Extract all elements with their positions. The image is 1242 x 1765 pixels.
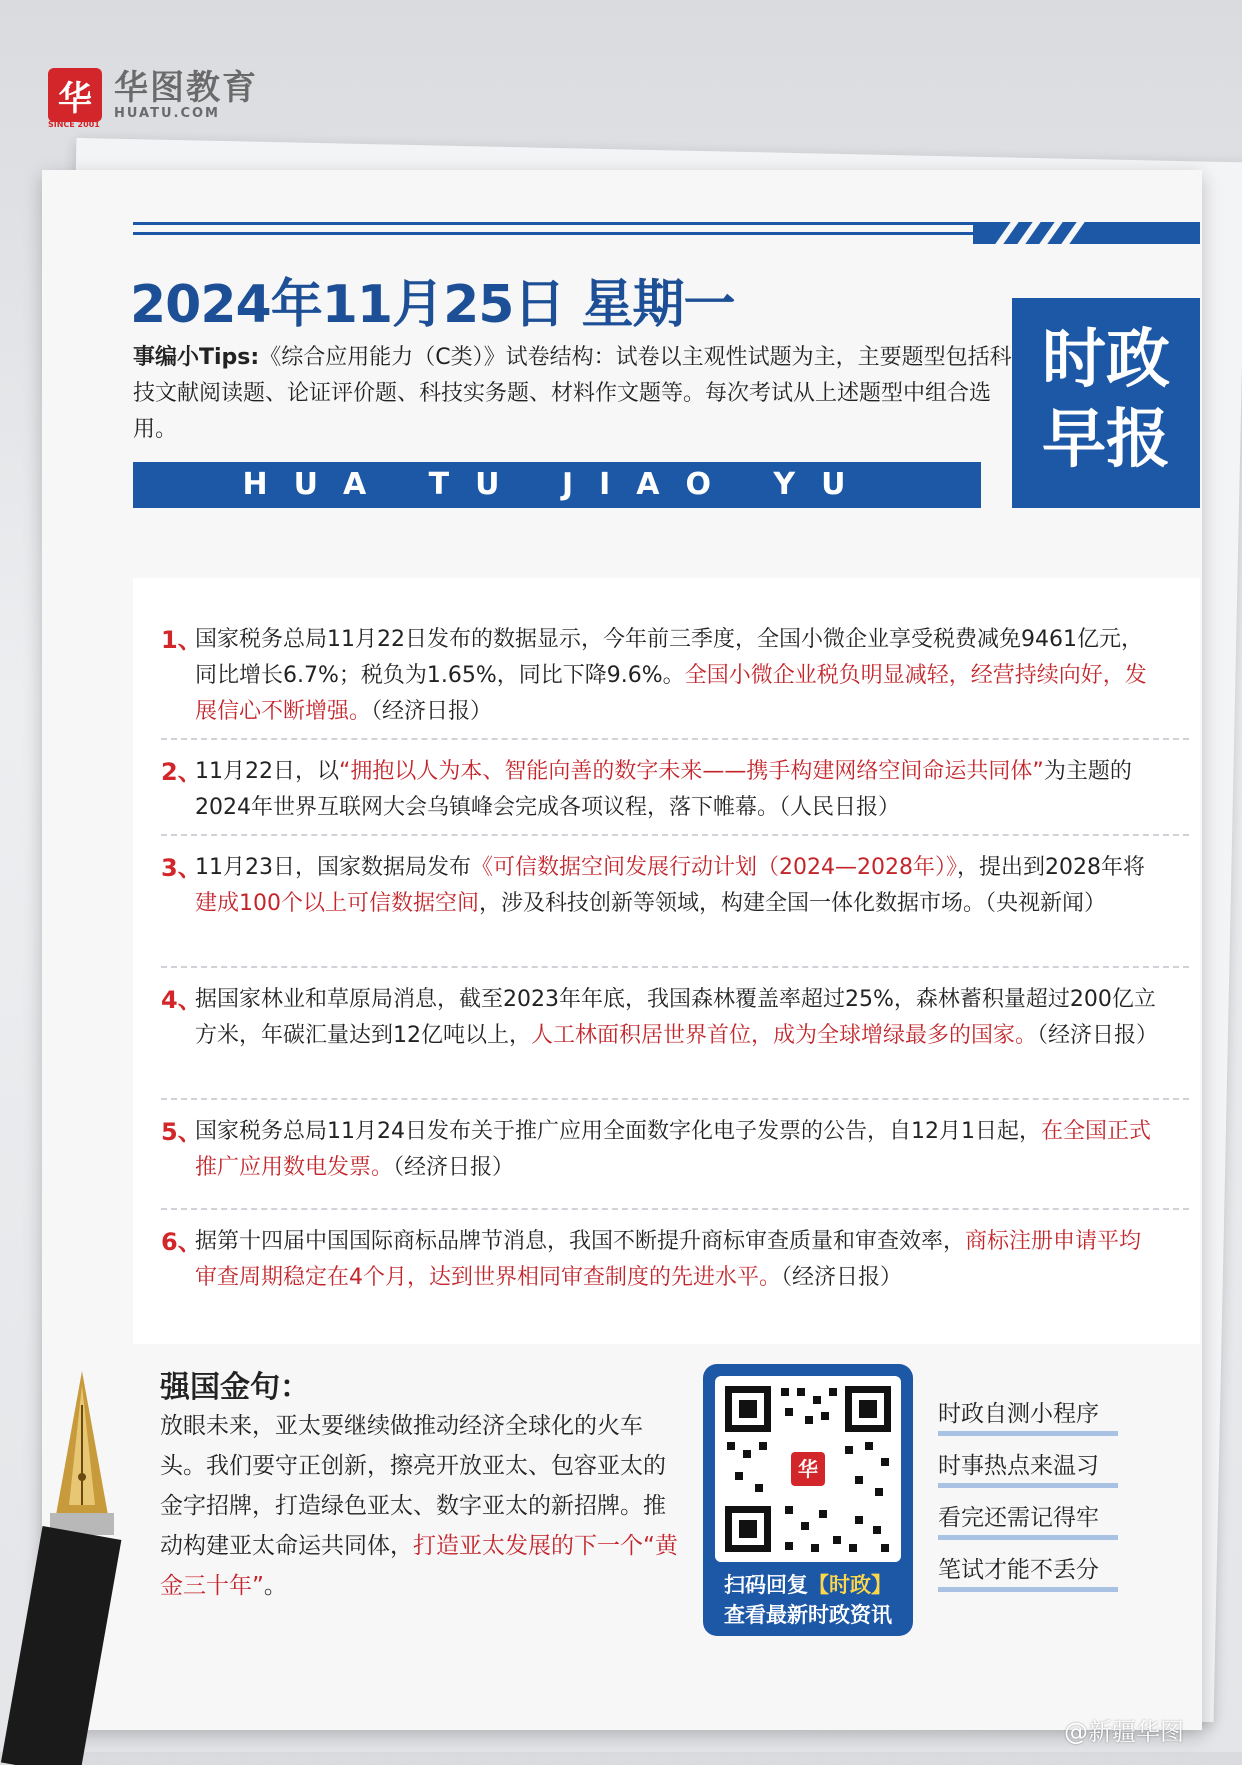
huatu-band: HUA TU JIAO YU [133,462,981,508]
divider [161,1098,1189,1100]
link-item: 时事热点来温习 [938,1448,1128,1500]
qr-caption-line2: 查看最新时政资讯 [724,1603,892,1627]
tips-paragraph [133,340,1013,448]
news-highlight: 人工林面积居世界首位，成为全球增绿最多的国家。 [531,1023,1038,1048]
news-text: 国家税务总局11月22日发布的数据显示，今年前三季度，全国小微企业享受税费减免9461亿元，同比增长6.7%；税负为1.65%，同比下降9.6%。 [195,627,1143,688]
news-text: 国家税务总局11月24日发布关于推广应用全面数字化电子发票的公告，自12月1日起， [195,1119,1041,1144]
news-item [161,850,1161,922]
news-text: 据国家林业和草原局消息，截至2023年年底，我国森林覆盖率超过25%，森林蓄积量超过200亿立方米，年碳汇量达到12亿吨以上， [195,987,1156,1048]
logo-mark-icon: 华 [48,68,102,122]
badge-line2: 早报 [1042,403,1170,477]
logo-name-en: HUATU.COM [114,105,220,121]
qr-caption-keyword: 【时政】 [808,1573,892,1597]
link-item: 看完还需记得牢 [938,1500,1128,1552]
news-text: 11月23日，国家数据局发布 [195,855,471,880]
news-source: （经济日报） [781,1265,903,1290]
badge-line1: 时政 [1042,323,1170,397]
news-panel [133,578,1200,1344]
news-item [161,1224,1161,1296]
qr-card[interactable] [703,1364,913,1636]
news-number: 6、 [161,1228,202,1256]
quote-end: 。 [263,1573,287,1599]
news-highlight: 商标注册申请平均审查周期稳定在4个月，达到世界相同审查制度的先进水平。 [195,1229,1142,1290]
qr-caption-line1: 扫码回复 [724,1573,808,1597]
divider [161,1208,1189,1210]
tips-text: 《综合应用能力（C类）》试卷结构：试卷以主观性试题为主，主要题型包括科技文献阅读题、论证评价题、科技实务题、材料作文题等。每次考试从上述题型中组合选用。 [133,345,1012,442]
side-links [938,1396,1128,1604]
news-badge [1012,298,1200,508]
quote-highlight: 打造亚太发展的下一个“黄金三十年” [160,1533,678,1599]
divider [161,738,1189,740]
divider [161,834,1189,836]
news-number: 5、 [161,1118,202,1146]
news-text: ，涉及科技创新等领域，构建全国一体化数据市场。（央视新闻） [479,891,1107,916]
page-date: 2024年11月25日 星期一 [130,275,735,335]
news-source: （经济日报） [393,1155,515,1180]
fountain-pen-icon [0,1365,130,1765]
divider [161,966,1189,968]
news-highlight: 建成100个以上可信数据空间 [195,891,479,916]
news-source: （经济日报） [371,699,493,724]
news-text: ，提出到2028年将 [956,855,1145,880]
quote-body: 放眼未来，亚太要继续做推动经济全球化的火车头。我们要守正创新，擦亮开放亚太、包容亚太的金字招牌，打造绿色亚太、数字亚太的新招牌。推动构建亚太命运共同体， [160,1413,666,1559]
qr-code-icon[interactable] [715,1376,901,1562]
weibo-watermark: @新疆华图 [1064,1718,1184,1746]
logo-since: SINCE 2001 [48,120,100,129]
news-item [161,1114,1161,1186]
news-highlight: 全国小微企业税负明显减轻，经营持续向好，发展信心不断增强。 [195,663,1147,724]
news-item [161,982,1161,1054]
header-rule [133,222,1200,244]
quote-text [160,1406,680,1606]
news-source: （经济日报） [1037,1023,1159,1048]
logo-name-cn: 华图教育 [114,67,258,108]
svg-text:华: 华 [798,1457,818,1481]
news-text: 为主题的2024年世界互联网大会乌镇峰会完成各项议程，落下帷幕。（人民日报） [195,759,1132,820]
quote-title: 强国金句： [160,1370,310,1405]
huatu-logo[interactable] [48,67,258,129]
news-item [161,622,1161,730]
news-text: 11月22日，以 [195,759,339,784]
news-number: 3、 [161,854,202,882]
news-item [161,754,1161,826]
news-number: 2、 [161,758,202,786]
link-item: 笔试才能不丢分 [938,1552,1128,1604]
news-highlight: 《可信数据空间发展行动计划（2024—2028年）》 [471,855,957,880]
link-item: 时政自测小程序 [938,1396,1128,1448]
tips-label: 事编小Tips: [133,345,260,370]
news-highlight: “拥抱以人为本、智能向善的数字未来——携手构建网络空间命运共同体” [339,759,1044,784]
news-text: 据第十四届中国国际商标品牌节消息，我国不断提升商标审查质量和审查效率， [195,1229,966,1254]
news-number: 1、 [161,626,202,654]
qr-caption [703,1570,913,1630]
news-highlight: 在全国正式推广应用数电发票。 [195,1119,1151,1180]
news-number: 4、 [161,986,202,1014]
